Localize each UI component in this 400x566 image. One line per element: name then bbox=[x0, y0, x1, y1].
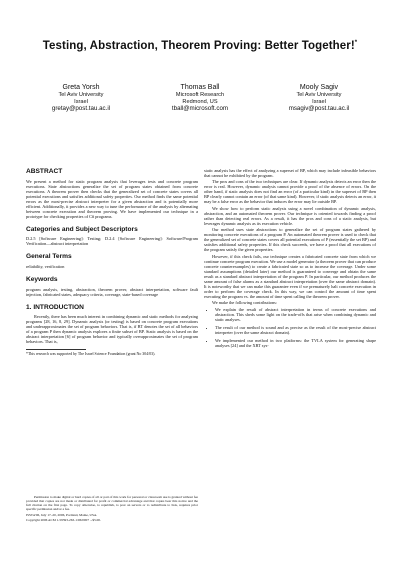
author-2 bbox=[141, 84, 259, 113]
body-paragraph: We show how to perform static analysis using a novel combination of dynamic analysis, abstraction, and an automated theorem prover. Our technique is oriented towards finding a proof rather than detecting real errors. As a result, it has the pros and cons of a static analysis, but leverages dynamic analysis as its execution vehicle. bbox=[204, 205, 376, 226]
categories-heading: Categories and Subject Descriptors bbox=[26, 225, 138, 233]
keywords-text: program analysis, testing, abstraction, theorem prover, abstract interpretation, software fault injection, fabricated states, adequacy criteria, coverage, state-based coverage bbox=[26, 286, 198, 297]
categories-text: D.2.5 [Software Engineering]: Testing; D.2.4 [Software Engineering]: Software/Program Verification—abstract interpretation bbox=[26, 236, 198, 247]
author-1 bbox=[22, 84, 140, 113]
body-paragraph: We make the following contributions: bbox=[212, 300, 278, 306]
left-column bbox=[26, 168, 198, 358]
contributions-list bbox=[204, 307, 376, 348]
abstract-heading: ABSTRACT bbox=[26, 168, 63, 175]
venue-text: ISSTA'06, July 17–20, 2006, Portland, Maine, USA. bbox=[26, 512, 98, 517]
author-location: Israel bbox=[74, 98, 88, 105]
copyright-text: Copyright 2006 ACM 1-59593-263-1/06/0007 ...$5.00. bbox=[26, 517, 101, 522]
body-paragraph: The pros and cons of the two techniques are clear. If dynamic analysis detects an error then the error is real. However, dynamic analysis cannot provide a proof of the absence of errors. On the other hand, if static analysis does not find an error (of a particular kind) in the superset of BP then BP clearly cannot contain an error (of that same kind). However, if static analysis detects an error, it may be a false error as the behavior that induces the error may lie outside BP. bbox=[204, 179, 376, 205]
permission-text: Permission to make digital or hard copies of all or part of this work for personal or classroom use is granted without fee provided that copies are not made or distributed for profit or commercial advantage and that copies bear this notice and the full citation on the first page. To copy otherwise, to republish, to post on servers or to redistribute to lists, requires prior specific permission and/or a fee. bbox=[26, 495, 198, 512]
author-location: Redmond, US bbox=[182, 98, 218, 105]
body-paragraph: static analysis has the effect of analyzing a superset of BP, which may include infeasible behaviors that cannot be exhibited by the program. bbox=[204, 168, 376, 179]
abstract-text: We present a method for static program analysis that leverages tests and concrete program executions. State abstractions generalize the set of program states obtained from concrete executions. A theorem prover then checks that the generalized set of concrete states covers all potential executions and satisfies additional safety properties. Our method finds the same potential errors as the most-precise abstract interpreter for a given abstraction and is potentially more efficient. Additionally, it provides a new way to tune the performance of the analysis by alternating between concrete execution and theorem proving. We have implemented our technique in a prototype for checking properties of C# programs. bbox=[26, 178, 198, 219]
footnote-rule bbox=[26, 349, 86, 350]
author-block bbox=[22, 84, 378, 113]
author-name: Greta Yorsh bbox=[62, 84, 100, 91]
permission-notice bbox=[26, 495, 198, 523]
introduction-text: Recently, there has been much interest in combining dynamic and static methods for analyzing programs [28, 16, 8, 29]. Dynamic analysis (or testing) is based on concrete program executions and underapproximates the set of program behaviors. That is, if BT denotes the set of all behaviors of a program P then dynamic analysis explores a finite subset of BP. Static analysis is based on the abstract interpretation [6] of program behavior and typically overapproximates the set of program behaviors. That is, bbox=[26, 314, 198, 345]
body-paragraph: However, if this check fails, our technique creates a fabricated concrete state from which we continue concrete program execution. We use a model generator (a theorem prover that can produce concrete counterexamples) to create a fabricated state so as to increase the coverage. Under some standard assumptions (detailed later) our method is guaranteed to converge and obtain the same result as a standard abstract interpretation of the program P. In particular, our method produces the same amount of false alarms as a standard abstract interpretation (over the same abstract domain). It is noteworthy that we can make this guarantee even if we prematurely halt concrete execution in order to perform the coverage check. In this way, we can control the amount of time spent executing the program vs. the amount of time spent calling the theorem prover. bbox=[204, 253, 376, 299]
author-affiliation: Tel Aviv University bbox=[58, 92, 104, 98]
title-text: Testing, Abstraction, Theorem Proving: Better Together! bbox=[42, 40, 355, 52]
author-email: msagiv@post.tau.ac.il bbox=[288, 105, 350, 113]
list-item: • The result of our method is sound and as precise as the result of the most-precise abstract interpreter (over the same abstract domain). bbox=[215, 325, 376, 335]
author-location: Israel bbox=[312, 98, 326, 105]
author-affiliation: Tel Aviv University bbox=[296, 92, 342, 98]
list-item: • We implemented our method in two platforms: the TVLA system for generating shape analyses [24] and the XRT sys- bbox=[215, 338, 376, 348]
paper-title bbox=[20, 40, 380, 52]
author-name: Thomas Ball bbox=[180, 84, 220, 91]
title-footnote-marker: * bbox=[354, 40, 358, 47]
author-email: gretay@post.tau.ac.il bbox=[51, 105, 111, 113]
author-email: tball@microsoft.com bbox=[171, 105, 229, 113]
general-terms-heading: General Terms bbox=[26, 253, 72, 261]
author-3 bbox=[260, 84, 378, 113]
author-affiliation: Microsoft Research bbox=[175, 92, 225, 98]
keywords-heading: Keywords bbox=[26, 276, 58, 284]
list-item: • We explain the result of abstract interpretation in terms of concrete executions and abstraction. This sheds some light on the trade-offs that arise when combining dynamic and static analyses. bbox=[215, 307, 376, 322]
introduction-heading: 1. INTRODUCTION bbox=[26, 303, 84, 311]
general-terms-text: reliability, verification bbox=[26, 263, 65, 269]
body-paragraph: Our method uses state abstractions to generalize the set of program states gathered by monitoring concrete executions of a program P. An automated theorem prover is used to check that the generalized set of concrete states covers all potential executions of P (essentially the set BP) and satisfies additional safety properties. If this check succeeds, we have a proof that all executions of the program satisfy the given properties. bbox=[204, 227, 376, 253]
right-column bbox=[204, 168, 376, 351]
author-name: Mooly Sagiv bbox=[299, 84, 339, 91]
footnote: *This research was supported by The Israel Science Foundation (grant No 304/03). bbox=[26, 352, 156, 357]
